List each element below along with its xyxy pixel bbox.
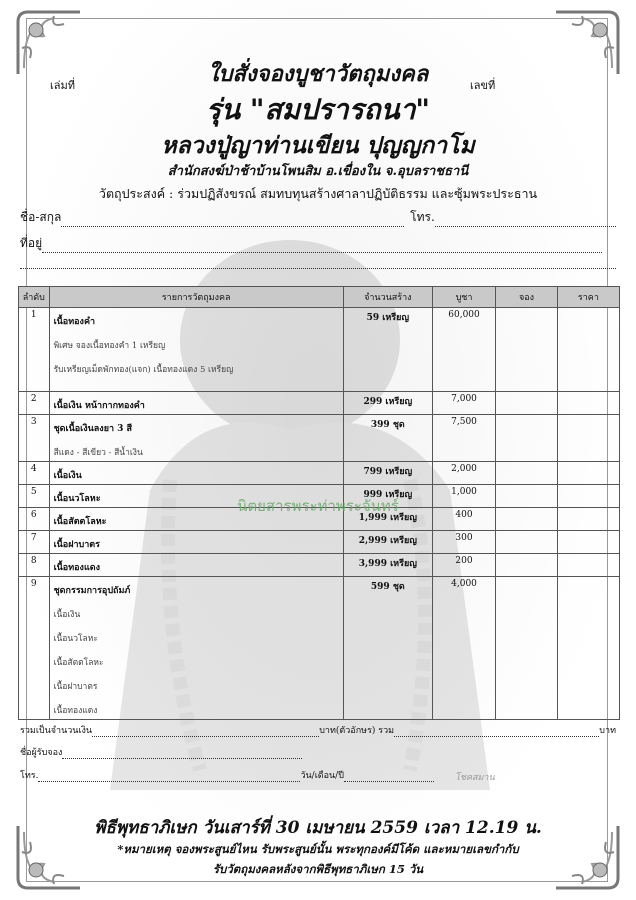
row-item	[49, 577, 343, 720]
edition-title: รุ่น "สมปรารถนา"	[205, 93, 431, 126]
row-price: 2,000	[432, 462, 495, 485]
row-item	[49, 462, 343, 485]
form-title: ใบสั่งจองบูชาวัตถุมงคล	[207, 61, 429, 87]
item-detail: เนื้อนวโลหะ	[53, 634, 98, 644]
footer-phone-label: โทร.	[20, 771, 39, 781]
temple-name: สำนักสงฆ์ป่าช้าบ้านโพนสิม อ.เขื่องใน จ.อุบลราชธานี	[167, 164, 469, 179]
total-amount-field[interactable]	[92, 726, 319, 737]
item-name: เนื้อสัตตโลหะ	[53, 517, 107, 527]
table-row	[19, 462, 620, 485]
row-price: 7,000	[432, 392, 495, 415]
address-field-2[interactable]	[20, 258, 616, 269]
book-number-label: เล่มที่	[50, 79, 76, 92]
item-name: เนื้อเงิน หน้ากากทองคำ	[53, 401, 145, 411]
row-price: 400	[432, 508, 495, 531]
row-quantity: 599 ชุด	[343, 577, 432, 720]
row-reserve-field[interactable]	[496, 392, 558, 415]
purpose-text: วัตถุประสงค์ : ร่วมปฏิสังขรณ์ สมทบทุนสร้างศาลาปฏิบัติธรรม และซุ้มพระประธาน	[98, 186, 538, 201]
footer-phone-field[interactable]	[38, 771, 300, 782]
serial-number-label: เลขที่	[470, 79, 496, 92]
row-reserve-field[interactable]	[496, 577, 558, 720]
name-field[interactable]	[61, 216, 404, 227]
row-quantity: 59 เหรียญ	[343, 308, 432, 392]
row-quantity: 2,999 เหรียญ	[343, 531, 432, 554]
table-row	[19, 531, 620, 554]
baht-text-label: บาท(ตัวอักษร) รวม	[319, 726, 395, 736]
item-name: ชุดกรรมการอุปถัมภ์	[53, 586, 131, 596]
row-price: 4,000	[432, 577, 495, 720]
row-no: 7	[19, 531, 50, 554]
address-row-2	[20, 258, 616, 269]
total-text-field[interactable]	[394, 726, 599, 737]
row-no: 3	[19, 415, 50, 462]
item-detail: เนื้อเงิน	[53, 610, 81, 620]
table-row	[19, 308, 620, 392]
row-reserve-field[interactable]	[496, 531, 558, 554]
table-row	[19, 577, 620, 720]
row-reserve-field[interactable]	[496, 308, 558, 392]
row-price: 1,000	[432, 485, 495, 508]
note-line-2: รับวัตถุมงคลหลังจากพิธีพุทธาภิเษก 15 วัน	[212, 862, 424, 876]
date-label: วัน/เดือน/ปี	[300, 771, 344, 781]
row-no: 5	[19, 485, 50, 508]
header-item: รายการวัตถุมงคล	[49, 287, 343, 308]
row-quantity: 999 เหรียญ	[343, 485, 432, 508]
row-item	[49, 554, 343, 577]
phone-field[interactable]	[435, 216, 616, 227]
phone-label: โทร.	[410, 210, 435, 224]
item-detail: เนื้อทองแดง	[53, 706, 98, 716]
item-name: เนื้อฝาบาตร	[53, 540, 100, 550]
row-price: 200	[432, 554, 495, 577]
baht-label: บาท	[599, 726, 616, 736]
recipient-row	[20, 745, 302, 759]
row-quantity: 299 เหรียญ	[343, 392, 432, 415]
item-name: ชุดเนื้อเงินลงยา 3 สี	[53, 424, 133, 434]
row-amount-field[interactable]	[557, 531, 619, 554]
row-amount-field[interactable]	[557, 415, 619, 462]
header-quantity: จำนวนสร้าง	[343, 287, 432, 308]
row-reserve-field[interactable]	[496, 415, 558, 462]
row-amount-field[interactable]	[557, 577, 619, 720]
item-detail: พิเศษ จองเนื้อทองคำ 1 เหรียญ	[53, 341, 166, 351]
row-quantity: 799 เหรียญ	[343, 462, 432, 485]
name-label: ชื่อ-สกุล	[20, 210, 62, 224]
item-name: เนื้อทองแดง	[53, 563, 100, 573]
row-item	[49, 531, 343, 554]
address-row	[20, 234, 616, 253]
item-name: เนื้อนวโลหะ	[53, 494, 101, 504]
header-amount: ราคา	[557, 287, 619, 308]
note-line-1: *หมายเหตุ จองพระสูนย์ไหน รับพระสูนย์นั้น พระทุกองค์มีโค้ด และหมายเลขกำกับ	[117, 842, 519, 856]
table-row	[19, 415, 620, 462]
table-header-row	[19, 287, 620, 308]
row-reserve-field[interactable]	[496, 462, 558, 485]
row-reserve-field[interactable]	[496, 554, 558, 577]
row-no: 4	[19, 462, 50, 485]
row-amount-field[interactable]	[557, 308, 619, 392]
address-label: ที่อยู่	[20, 236, 43, 250]
name-row	[20, 208, 616, 227]
contact-date-row	[20, 768, 434, 782]
row-amount-field[interactable]	[557, 392, 619, 415]
total-label: รวมเป็นจำนวนเงิน	[20, 726, 93, 736]
item-detail: เนื้อสัตตโลหะ	[53, 658, 104, 668]
item-detail: เนื้อฝาบาตร	[53, 682, 98, 692]
item-detail: รับเหรียญเม็ดพักทอง(แจก) เนื้อทองแดง 5 เหรียญ	[53, 365, 234, 375]
row-no: 6	[19, 508, 50, 531]
row-item	[49, 415, 343, 462]
row-no: 8	[19, 554, 50, 577]
row-no: 9	[19, 577, 50, 720]
row-price: 300	[432, 531, 495, 554]
monk-name: หลวงปู่ญาท่านเขียน ปุญญกาโม	[161, 132, 475, 159]
row-amount-field[interactable]	[557, 554, 619, 577]
row-quantity: 1,999 เหรียญ	[343, 508, 432, 531]
ceremony-text: พิธีพุทธาภิเษก วันเสาร์ที่ 30 เมษายน 2559 เวลา 12.19 น.	[94, 818, 542, 838]
header-price: บูชา	[432, 287, 495, 308]
row-amount-field[interactable]	[557, 462, 619, 485]
row-item	[49, 308, 343, 392]
date-field[interactable]	[344, 771, 434, 782]
table-row	[19, 554, 620, 577]
row-quantity: 3,999 เหรียญ	[343, 554, 432, 577]
recipient-label: ชื่อผู้รับจอง	[20, 748, 63, 758]
row-price: 60,000	[432, 308, 495, 392]
header-reserve: จอง	[496, 287, 558, 308]
watermark-text: นิตยสารพระท่าพระจันทร์	[237, 497, 399, 515]
item-detail: สีแดง - สีเขียว - สีน้ำเงิน	[53, 448, 143, 458]
address-field[interactable]	[42, 242, 602, 253]
row-no: 2	[19, 392, 50, 415]
recipient-field[interactable]	[62, 748, 302, 759]
row-item	[49, 392, 343, 415]
row-no: 1	[19, 308, 50, 392]
table-row	[19, 392, 620, 415]
item-name: เนื้อเงิน	[53, 471, 82, 481]
row-quantity: 399 ชุด	[343, 415, 432, 462]
item-name: เนื้อทองคำ	[53, 317, 96, 327]
row-price: 7,500	[432, 415, 495, 462]
total-row	[20, 723, 616, 737]
signature: โชคสมาน	[455, 773, 495, 783]
header-no: ลำดับ	[19, 287, 50, 308]
